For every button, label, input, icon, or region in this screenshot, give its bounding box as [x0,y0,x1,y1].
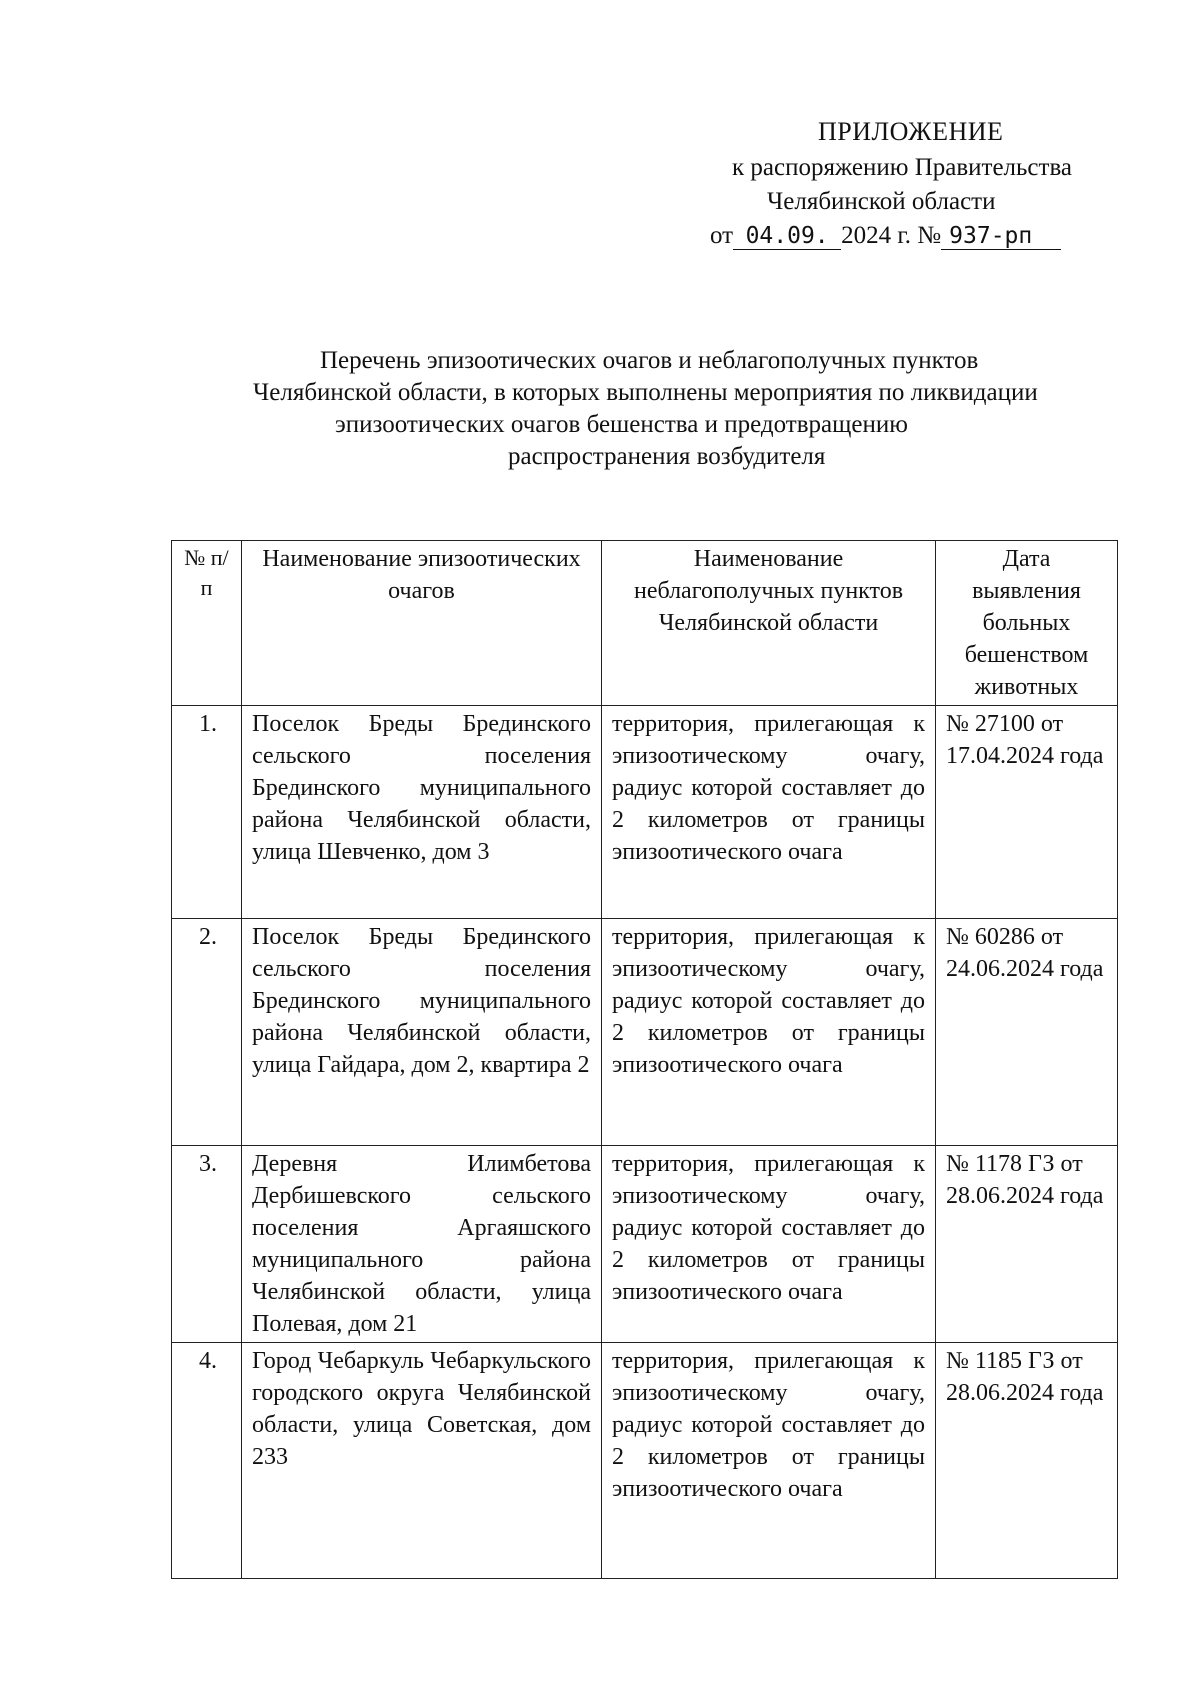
row-num: 3. [172,1146,242,1343]
row-date: № 60286 от 24.06.2024 года [936,919,1118,1146]
table-row [172,1146,1118,1343]
row-foci: Город Чебаркуль Чебаркульского городского округа Челябинской области, улица Советская, дом 233 [242,1343,602,1579]
table-row [172,919,1118,1146]
row-num: 2. [172,919,242,1146]
row-points: территория, прилегающая к эпизоотическому очагу, радиус которой составляет до 2 километров от границы эпизоотического очага [602,706,936,919]
row-date: № 1185 ГЗ от 28.06.2024 года [936,1343,1118,1579]
row-num: 1. [172,706,242,919]
title-line-2: Челябинской области, в которых выполнены мероприятия по ликвидации [253,379,1038,406]
appendix-line-order: к распоряжению Правительства [732,154,1073,181]
row-points: территория, прилегающая к эпизоотическому очагу, радиус которой составляет до 2 километров от границы эпизоотического очага [602,919,936,1146]
title-line-4: распространения возбудителя [508,443,826,470]
document-title [240,345,1140,473]
header-num: № п/п [172,541,242,706]
title-line-1: Перечень эпизоотических очагов и неблагополучных пунктов [320,347,979,374]
row-date: № 27100 от 17.04.2024 года [936,706,1118,919]
appendix-title: ПРИЛОЖЕНИЕ [818,117,1004,146]
foci-table [171,540,1118,1579]
order-date: 04.09. [733,223,841,250]
appendix-line-region: Челябинской области [767,188,996,215]
row-foci: Деревня Илимбетова Дербишевского сельского поселения Аргаяшского муниципального района Челябинской области, улица Полевая, дом 21 [242,1146,602,1343]
row-num: 4. [172,1343,242,1579]
row-foci: Поселок Бреды Брединского сельского поселения Брединского муниципального района Челябинской области, улица Гайдара, дом 2, квартира 2 [242,919,602,1146]
header-points: Наименование неблагополучных пунктов Челябинской области [602,541,936,706]
table-row [172,706,1118,919]
appendix-date-number [710,219,1061,252]
header-date: Дата выявления больных бешенством животных [936,541,1118,706]
table-header-row [172,541,1118,706]
row-foci: Поселок Бреды Брединского сельского поселения Брединского муниципального района Челябинской области, улица Шевченко, дом 3 [242,706,602,919]
order-number: 937-рп [941,223,1061,250]
row-points: территория, прилегающая к эпизоотическому очагу, радиус которой составляет до 2 километров от границы эпизоотического очага [602,1146,936,1343]
header-foci: Наименование эпизоотических очагов [242,541,602,706]
date-prefix: от [710,222,734,249]
order-year: 2024 г. № [841,222,942,249]
table-row [172,1343,1118,1579]
row-date: № 1178 ГЗ от 28.06.2024 года [936,1146,1118,1343]
row-points: территория, прилегающая к эпизоотическому очагу, радиус которой составляет до 2 километров от границы эпизоотического очага [602,1343,936,1579]
title-line-3: эпизоотических очагов бешенства и предотвращению [335,411,908,438]
